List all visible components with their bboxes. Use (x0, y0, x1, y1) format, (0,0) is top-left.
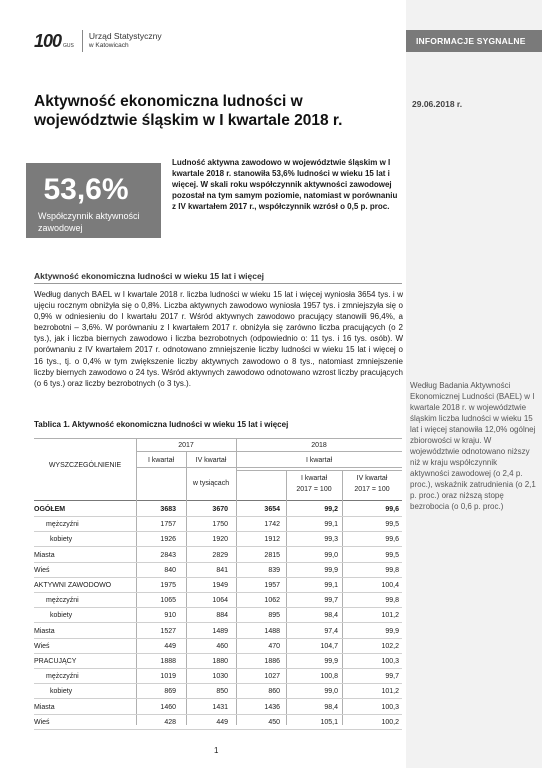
highlight-label: Współczynnik aktywności zawodowej (38, 211, 140, 233)
table-row (34, 700, 402, 715)
table-cell: 1030 (212, 673, 228, 681)
row-label: kobiety (50, 536, 73, 544)
sidebar-note: Według Badania Aktywności Ekonomicznej Ludności (BAEL) w I kwartale 2018 r. w województwie śląskim liczba ludności w wieku 15 lat i więcej stanowiła 12,0% ogólnej zbiorowości w kraju. W województwie odnotowano niższy niż w kraju współczynnik aktywności zawodowej (o 2,4 p. proc.), wskaźnik zatrudnienia (o 2,1 p. proc.) oraz niższą stopę bezrobocia (o 0,6 p. proc.) (410, 381, 536, 511)
table-cell: 99,2 (324, 506, 338, 513)
row-label: Miasta (34, 627, 55, 635)
table-row (34, 532, 402, 547)
table-cell: 1742 (264, 521, 280, 529)
table-cell: 100,3 (381, 703, 399, 711)
table-cell: 1065 (160, 597, 176, 605)
table-cell: 1019 (160, 673, 176, 681)
table-header-bottom-rule (34, 500, 402, 501)
table-cell: 100,2 (381, 718, 399, 726)
table-cell: 1431 (212, 703, 228, 711)
row-label: Miasta (34, 551, 55, 559)
office-line2: w Katowicach (88, 42, 129, 49)
table-cell: 1957 (264, 582, 280, 589)
row-label: Wieś (34, 642, 50, 650)
table-cell: 841 (216, 566, 228, 574)
q1-2018-header: I kwartał (305, 457, 333, 464)
table-cell: 2843 (160, 551, 176, 559)
year-2018-header: 2018 (311, 442, 327, 449)
table-cell: 3670 (212, 506, 228, 513)
table-cell: 97,4 (324, 627, 338, 635)
logo-divider (82, 30, 83, 52)
table-row (34, 608, 402, 623)
table-row (34, 593, 402, 608)
body-paragraph: Według danych BAEL w I kwartale 2018 r. liczba ludności w wieku 15 lat i więcej wyniosła 3654 tys. i w ujęciu rocznym obniżyła się o 0,8%. Liczba aktywnych zawodowo wyniosła 1957 tys. i zmniejszyła się o 0,9% w odniesieniu do I kwartału 2017 r. Wśród aktywnych zawodowo pracujący stanowili 96,4%, a bezrobotni – 3,6%. W porównaniu z I kwartałem 2017 r. obniżyła się zarówno liczba pracujących (o 2 tys.), jak i liczba biernych zawodowo i liczba bezrobotnych (odpowiednio o: 11 tys. i 16 tys. osób). W porównaniu z IV kwartałem 2017 r. odnotowano zmniejszenie liczby ludności w wieku 15 lat i więcej o 16 tys., tj. o 0,4% w tym zwiększenie liczby aktywnych zawodowo o 8 tys., natomiast zmniejszenie liczby biernych zawodowo o 24 tys. Wśród aktywnych zawodowo odnotowano wzrost liczby pracujących (o 6 tys.) oraz liczby bezrobotnych (o 3 tys.). (34, 290, 403, 388)
table-cell: 100,4 (381, 582, 399, 589)
table-cell: 99,1 (324, 582, 338, 589)
table-cell: 3683 (160, 506, 176, 513)
logo-number: 100 (34, 30, 62, 51)
table-cell: 450 (268, 718, 280, 726)
table-cell: 860 (268, 688, 280, 696)
table-cell: 1436 (264, 703, 280, 711)
table-cell: 1027 (264, 673, 280, 681)
table-header-rule (136, 451, 402, 452)
table-cell: 460 (216, 642, 228, 650)
table-row-header: WYSZCZEGÓLNIENIE (48, 462, 122, 469)
table-row (34, 654, 402, 669)
table-cell: 1489 (212, 627, 228, 635)
table-cell: 102,2 (381, 642, 399, 650)
row-label: mężczyźni (46, 673, 79, 681)
table-cell: 1757 (160, 521, 176, 529)
table-cell: 1460 (160, 703, 176, 711)
index2-header-line1: IV kwartał (356, 475, 388, 482)
table-cell: 1975 (160, 582, 176, 589)
table-cell: 101,2 (381, 688, 399, 696)
table-cell: 1488 (264, 627, 280, 635)
page-title: Aktywność ekonomiczna ludności w województwie śląskim w I kwartale 2018 r. (34, 93, 343, 129)
table-cell: 449 (164, 642, 176, 650)
logo (34, 30, 162, 52)
table-cell: 99,5 (385, 551, 399, 559)
table-top-rule (34, 438, 402, 439)
table-cell: 99,0 (324, 688, 338, 696)
table-cell: 105,1 (320, 718, 338, 726)
highlight-box (26, 163, 161, 238)
table-row (34, 639, 402, 654)
row-label: kobiety (50, 612, 73, 620)
table-cell: 2815 (264, 551, 280, 559)
table-cell: 910 (164, 612, 176, 620)
table-row (34, 578, 402, 593)
table-cell: 99,9 (324, 566, 338, 574)
table-cell: 428 (164, 718, 176, 726)
page-number: 1 (214, 746, 219, 755)
row-label: Wieś (34, 566, 50, 574)
table-cell: 99,9 (385, 627, 399, 635)
table-cell: 869 (164, 688, 176, 696)
index1-header-line1: I kwartał (300, 475, 328, 482)
highlight-value: 53,6% (43, 173, 129, 206)
table-row (34, 624, 402, 639)
table-title: Tablica 1. Aktywność ekonomiczna ludności w wieku 15 lat i więcej (34, 420, 289, 429)
row-label: kobiety (50, 688, 73, 696)
q1-2017-header: I kwartał (147, 457, 175, 464)
table-cell: 1920 (212, 536, 228, 544)
table-cell: 101,2 (381, 612, 399, 620)
table-cell: 1062 (264, 597, 280, 605)
row-rule (34, 729, 402, 730)
section-title: Aktywność ekonomiczna ludności w wieku 15 lat i więcej (34, 271, 265, 281)
table-cell: 1912 (264, 536, 280, 544)
table-cell: 98,4 (324, 703, 338, 711)
section-divider (34, 283, 402, 284)
table-cell: 100,3 (381, 658, 399, 665)
table-cell: 840 (164, 566, 176, 574)
row-label: PRACUJĄCY (34, 658, 77, 665)
row-label: mężczyźni (46, 521, 79, 529)
table-cell: 850 (216, 688, 228, 696)
q4-2017-header: IV kwartał (195, 457, 227, 464)
table-cell: 1886 (264, 658, 280, 665)
row-label: Miasta (34, 703, 55, 711)
lead-paragraph: Ludność aktywna zawodowo w województwie śląskim w I kwartale 2018 r. stanowiła 53,6% ludności w wieku 15 lat i więcej. W skali roku współczynnik aktywności zawodowej pozostał na tym samym poziomie, natomiast w porównaniu z IV kwartałem 2017 r., współczynnik wzrósł o 0,5 p. proc. (172, 158, 398, 211)
row-label: AKTYWNI ZAWODOWO (34, 582, 112, 589)
row-label: OGÓŁEM (34, 506, 66, 513)
logo-gus: GUS (63, 43, 74, 49)
table-cell: 1926 (160, 536, 176, 544)
table-cell: 1064 (212, 597, 228, 605)
table-cell: 3654 (264, 506, 280, 513)
table-row (34, 563, 402, 578)
table-cell: 98,4 (324, 612, 338, 620)
table-header-rule (136, 467, 402, 468)
unit-header: w tysiącach (192, 480, 230, 487)
office-line1: Urząd Statystyczny (88, 31, 162, 41)
table-cell: 884 (216, 612, 228, 620)
table-cell: 895 (268, 612, 280, 620)
office-name (89, 31, 162, 51)
table-cell: 99,7 (385, 673, 399, 681)
row-label: mężczyźni (46, 597, 79, 605)
publication-date: 29.06.2018 r. (412, 99, 463, 109)
table-cell: 99,5 (385, 521, 399, 529)
table-row (34, 548, 402, 563)
table-row (34, 684, 402, 699)
table-cell: 1880 (212, 658, 228, 665)
index1-header-line2: 2017 = 100 (296, 486, 332, 493)
table-header-rule (236, 470, 402, 471)
table-cell: 1527 (160, 627, 176, 635)
table-cell: 99,0 (324, 551, 338, 559)
category-badge: INFORMACJE SYGNALNE (406, 30, 542, 52)
table-cell: 99,6 (385, 506, 399, 513)
table-cell: 2829 (212, 551, 228, 559)
table-cell: 470 (268, 642, 280, 650)
table-cell: 99,8 (385, 597, 399, 605)
row-label: Wieś (34, 718, 50, 726)
table-cell: 99,9 (324, 658, 338, 665)
table-cell: 99,1 (324, 521, 338, 529)
table-cell: 104,7 (320, 642, 338, 650)
table-row (34, 715, 402, 730)
year-2017-header: 2017 (178, 442, 194, 449)
table-cell: 1750 (212, 521, 228, 529)
table-cell: 100,8 (320, 673, 338, 681)
index2-header-line2: 2017 = 100 (354, 486, 390, 493)
table-row (34, 669, 402, 684)
table-cell: 839 (268, 566, 280, 574)
table-row (34, 517, 402, 532)
table-cell: 1888 (160, 658, 176, 665)
table-cell: 99,6 (385, 536, 399, 544)
table-cell: 99,7 (324, 597, 338, 605)
table-cell: 99,8 (385, 566, 399, 574)
table-cell: 1949 (212, 582, 228, 589)
table-cell: 449 (216, 718, 228, 726)
table-row (34, 502, 402, 517)
table-cell: 99,3 (324, 536, 338, 544)
